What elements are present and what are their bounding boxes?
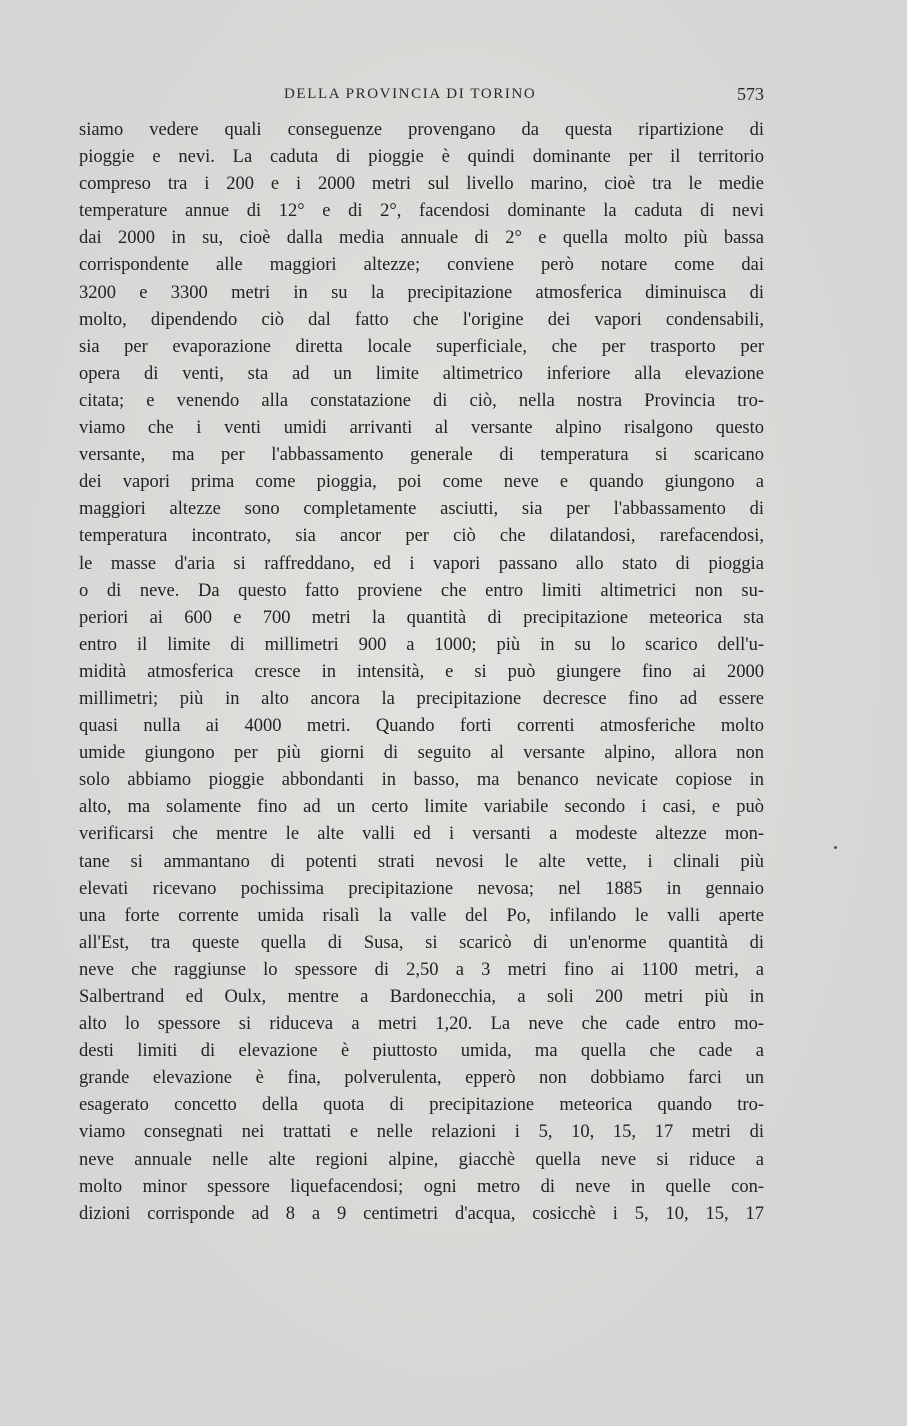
text-line: dai 2000 in su, cioè dalla media annuale di 2° e quella molto più bassa [79,228,764,249]
text-line: viamo che i venti umidi arrivanti al versante alpino risalgono questo [79,418,764,439]
text-line: siamo vedere quali conseguenze provengano da questa ripartizione di [79,120,764,140]
text-line: le masse d'aria si raffreddano, ed i vapori passano allo stato di pioggia [79,553,764,574]
page-number: 573 [737,84,764,104]
ink-speck [834,846,837,849]
text-line: sia per evaporazione diretta locale superficiale, che per trasporto per [79,336,764,357]
running-header [79,86,764,112]
text-line: molto minor spessore liquefacendosi; ogni metro di neve in quelle con- [79,1176,764,1197]
text-line: viamo consegnati nei trattati e nelle relazioni i 5, 10, 15, 17 metri di [79,1122,764,1143]
text-line: 3200 e 3300 metri in su la precipitazione atmosferica diminuisca di [79,282,764,303]
text-line: molto, dipendendo ciò dal fatto che l'origine dei vapori condensabili, [79,309,764,330]
text-line: umide giungono per più giorni di seguito al versante alpino, allora non [79,743,764,764]
text-line: citata; e venendo alla constatazione di ciò, nella nostra Provincia tro- [79,390,764,411]
text-line: temperature annue di 12° e di 2°, facendosi dominante la caduta di nevi [79,201,764,222]
text-line: esagerato concetto della quota di precipitazione meteorica quando tro- [79,1095,764,1116]
text-line: millimetri; più in alto ancora la precipitazione decresce fino ad essere [79,688,764,709]
text-line: tane si ammantano di potenti strati nevosi le alte vette, i clinali più [79,851,764,872]
running-title: DELLA PROVINCIA DI TORINO [284,86,537,102]
text-line: opera di venti, sta ad un limite altimetrico inferiore alla elevazione [79,363,764,384]
text-line: alto, ma solamente fino ad un certo limite variabile secondo i casi, e può [79,797,764,818]
text-line: dizioni corrisponde ad 8 a 9 centimetri d'acqua, cosicchè i 5, 10, 15, 17 [79,1203,764,1224]
text-line: dei vapori prima come pioggia, poi come neve e quando giungono a [79,472,764,493]
text-line: periori ai 600 e 700 metri la quantità di precipitazione meteorica sta [79,607,764,628]
text-line: solo abbiamo pioggie abbondanti in basso, ma benanco nevicate copiose in [79,770,764,791]
text-line: grande elevazione è fina, polverulenta, epperò non dobbiamo farci un [79,1068,764,1089]
text-line: verificarsi che mentre le alte valli ed i versanti a modeste altezze mon- [79,824,764,845]
text-line: neve annuale nelle alte regioni alpine, giacchè quella neve si riduce a [79,1149,764,1170]
text-line: corrispondente alle maggiori altezze; conviene però notare come dai [79,255,764,276]
text-line: neve che raggiunse lo spessore di 2,50 a 3 metri fino ai 1100 metri, a [79,959,764,980]
text-line: alto lo spessore si riduceva a metri 1,20. La neve che cade entro mo- [79,1014,764,1035]
body-text [79,117,764,1228]
text-line: midità atmosferica cresce in intensità, e si può giungere fino ai 2000 [79,661,764,682]
text-line: elevati ricevano pochissima precipitazione nevosa; nel 1885 in gennaio [79,878,764,899]
text-line: pioggie e nevi. La caduta di pioggie è quindi dominante per il territorio [79,147,764,168]
text-line: maggiori altezze sono completamente asciutti, sia per l'abbassamento di [79,499,764,520]
text-line: versante, ma per l'abbassamento generale di temperatura si scaricano [79,445,764,466]
text-line: temperatura incontrato, sia ancor per ciò che dilatandosi, rarefacendosi, [79,526,764,547]
text-line: Salbertrand ed Oulx, mentre a Bardonecchia, a soli 200 metri più in [79,987,764,1007]
text-line: compreso tra i 200 e i 2000 metri sul livello marino, cioè tra le medie [79,174,764,195]
text-line: desti limiti di elevazione è piuttosto umida, ma quella che cade a [79,1041,764,1062]
text-line: quasi nulla ai 4000 metri. Quando forti correnti atmosferiche molto [79,716,764,737]
text-line: una forte corrente umida risalì la valle del Po, infilando le valli aperte [79,905,764,926]
text-line: entro il limite di millimetri 900 a 1000; più in su lo scarico dell'u- [79,634,764,655]
text-line: o di neve. Da questo fatto proviene che entro limiti altimetrici non su- [79,580,764,601]
text-line: all'Est, tra queste quella di Susa, si scaricò di un'enorme quantità di [79,932,764,953]
